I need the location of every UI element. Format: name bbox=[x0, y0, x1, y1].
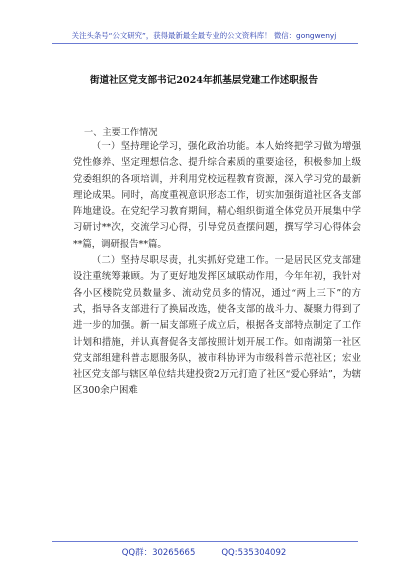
paragraph-1: （一）坚持理论学习，强化政治功能。本人始终把学习做为增强党性修养、坚定理想信念、提升综合素质的重要途径，积极参加上级党委组织的各项培训，并利用党校远程教育资源，深入学习党的最新理论成果。同时，高度重视意识形态工作，切实加强街道社区各支部阵地建设。在党纪学习教育期间，精心组织街道全体党员开展集中学习研讨**次，交流学习心得，引导党员查摆问题，撰写学习心得体会**篇，调研报告**篇。 bbox=[73, 141, 361, 250]
document-body bbox=[73, 139, 361, 400]
footer bbox=[0, 546, 408, 558]
paragraph-2: （二）坚持尽职尽责，扎实抓好党建工作。一是居民区党支部建设注重统筹兼顾。为了更好地发挥区域联动作用，今年年初，我针对各小区楼院党员数量多、流动党员多的情况，通过“两上三下”的方式，指导各支部进行了换届改选，使各支部的战斗力、凝聚力得到了进一步的加强。新一届支部班子成立后，根据各支部特点制定了工作计划和措施，并认真督促各支部按照计划开展工作。如南湖第一社区党支部组建科普志愿服务队，被市科协评为市级科普示范社区；宏业社区党支部与辖区单位结共建投资2万元打造了社区“爱心驿站”，为辖区300余户困难 bbox=[73, 255, 361, 397]
footer-qq-group: QQ群：30265665 bbox=[121, 548, 196, 558]
document-title: 街道社区党支部书记2024年抓基层党建工作述职报告 bbox=[89, 75, 319, 86]
footer-divider bbox=[52, 541, 358, 542]
footer-qq-number: QQ:535304092 bbox=[221, 548, 287, 558]
header-banner: 关注头条号“公文研究”，获得最新最全最专业的公文资料库！ 微信：gongwenyj bbox=[71, 31, 337, 40]
section-heading: 一、主要工作情况 bbox=[84, 127, 158, 138]
header-divider bbox=[52, 43, 358, 44]
